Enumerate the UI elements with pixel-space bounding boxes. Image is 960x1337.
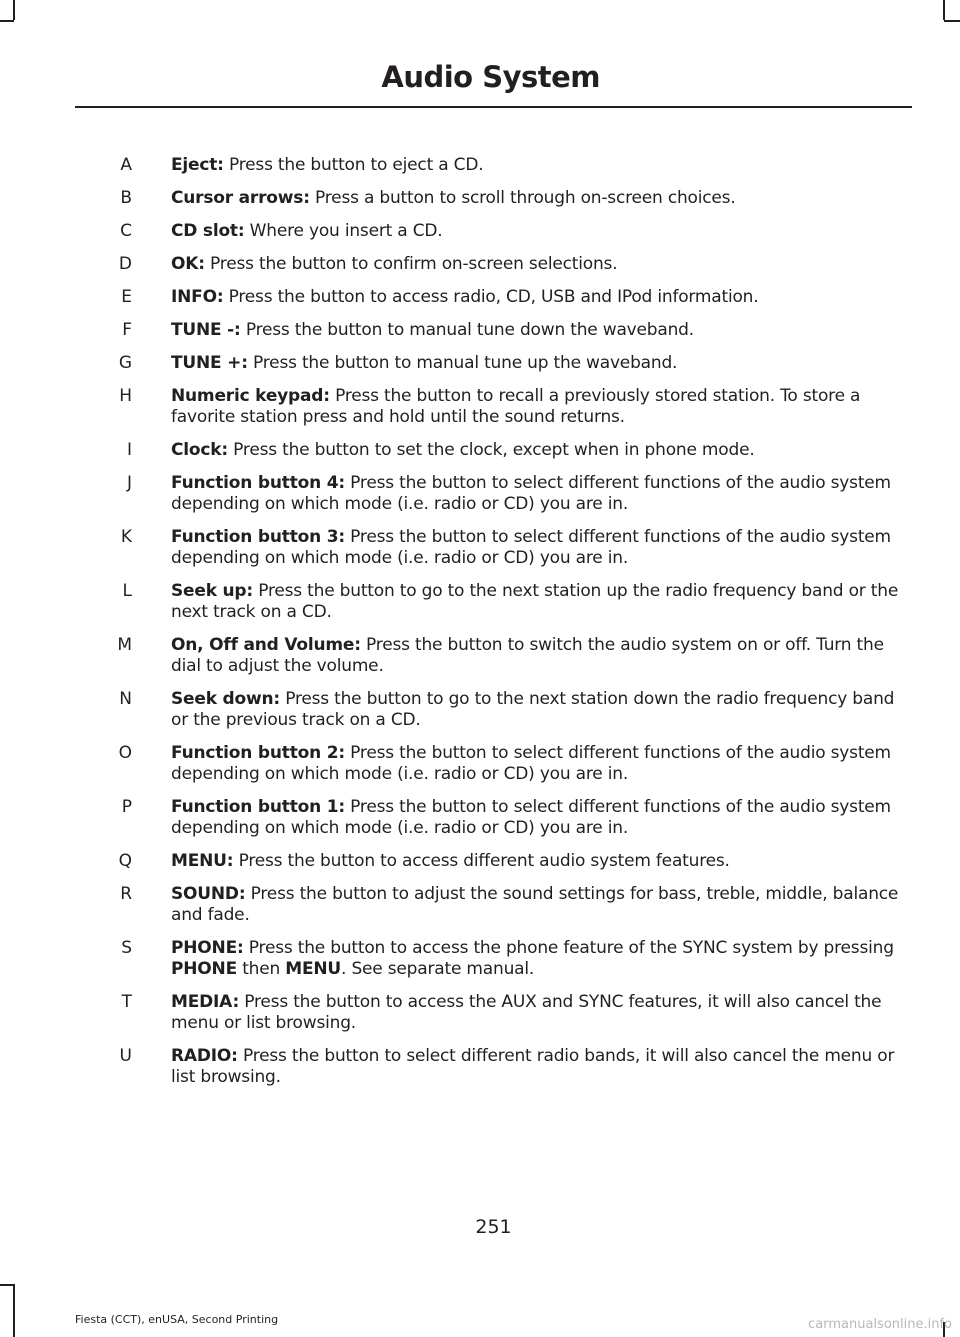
legend-item-description — [171, 221, 903, 242]
legend-item-text: Press the button to select different functions of the audio system depending on which mode (i.e. radio or CD) you are in. — [171, 527, 891, 568]
legend-item-term: Function button 3: — [171, 527, 345, 547]
legend-item-term: Function button 4: — [171, 473, 345, 493]
legend-item-text: Press the button to go to the next station up the radio frequency band or the next track on a CD. — [171, 581, 899, 622]
legend-item-letter: T — [121, 992, 132, 1012]
legend-item-text: Press the button to adjust the sound settings for bass, treble, middle, balance and fade. — [171, 884, 899, 925]
legend-item-emphasis: PHONE — [171, 959, 237, 979]
legend-item-letter: B — [120, 188, 132, 208]
legend-item — [0, 992, 960, 1034]
legend-item-text: Press the button to go to the next station down the radio frequency band or the previous track on a CD. — [171, 689, 895, 730]
legend-item-letter: P — [121, 797, 132, 817]
legend-item-description — [171, 527, 903, 569]
legend-item — [0, 188, 960, 209]
legend-item-description — [171, 635, 903, 677]
legend-item-description — [171, 473, 903, 515]
legend-item-text: Press the button to access the AUX and SYNC features, it will also cancel the menu or list browsing. — [171, 992, 882, 1033]
crop-mark-top-right-h — [944, 20, 960, 22]
legend-item-description — [171, 743, 903, 785]
legend-item — [0, 254, 960, 275]
legend-item-text: Press the button to set the clock, except when in phone mode. — [227, 440, 755, 460]
legend-item-term: Eject: — [171, 155, 224, 175]
legend-item-term: Clock: — [171, 440, 228, 460]
legend-item-letter: J — [126, 473, 132, 493]
legend-item-letter: R — [120, 884, 132, 904]
legend-item-term: Function button 2: — [171, 743, 345, 763]
legend-item-letter: I — [126, 440, 132, 460]
legend-item-letter: F — [122, 320, 132, 340]
legend-item-term: Cursor arrows: — [171, 188, 310, 208]
legend-item-letter: L — [122, 581, 132, 601]
legend-item-letter: O — [118, 743, 132, 763]
legend-item-letter: G — [118, 353, 132, 373]
legend-item — [0, 884, 960, 926]
legend-item-description — [171, 581, 903, 623]
legend-item-term: SOUND: — [171, 884, 246, 904]
legend-item-term: MENU: — [171, 851, 234, 871]
legend-item-description — [171, 689, 903, 731]
page-title: Audio System — [381, 60, 600, 94]
legend-item-term: PHONE: — [171, 938, 244, 958]
legend-item-text: Press the button to confirm on-screen selections. — [204, 254, 618, 274]
legend-item-description — [171, 440, 903, 461]
legend-item-description — [171, 188, 903, 209]
legend-item-letter: C — [120, 221, 132, 241]
legend-item-description — [171, 797, 903, 839]
legend-item-text: Press the button to access radio, CD, USB and IPod information. — [223, 287, 759, 307]
legend-item — [0, 353, 960, 374]
legend-item-letter: S — [121, 938, 132, 958]
legend-item-term: On, Off and Volume: — [171, 635, 361, 655]
legend-item — [0, 473, 960, 515]
legend-item-text: Where you insert a CD. — [244, 221, 443, 241]
legend-item — [0, 1046, 960, 1088]
legend-item-term: CD slot: — [171, 221, 245, 241]
legend-item-text: Press the button to manual tune up the waveband. — [247, 353, 678, 373]
legend-item-term: Seek up: — [171, 581, 253, 601]
legend-item — [0, 689, 960, 731]
legend-item-description — [171, 155, 903, 176]
legend-item-description — [171, 1046, 903, 1088]
watermark: carmanualsonline.info — [808, 1317, 952, 1332]
legend-item — [0, 221, 960, 242]
legend-item — [0, 743, 960, 785]
legend-item-description — [171, 254, 903, 275]
legend-item-letter: U — [119, 1046, 132, 1066]
legend-item — [0, 581, 960, 623]
legend-item-description — [171, 992, 903, 1034]
header-divider — [75, 106, 912, 108]
legend-list — [0, 155, 960, 1100]
legend-item — [0, 635, 960, 677]
legend-item-text: Press the button to access different audio system features. — [233, 851, 730, 871]
legend-item-text: . See separate manual. — [341, 959, 535, 979]
legend-item-letter: D — [118, 254, 132, 274]
legend-item-letter: M — [117, 635, 132, 655]
legend-item-letter: E — [121, 287, 132, 307]
legend-item-term: TUNE -: — [171, 320, 241, 340]
legend-item-text: then — [236, 959, 286, 979]
legend-item — [0, 527, 960, 569]
legend-item-text: Press the button to select different functions of the audio system depending on which mode (i.e. radio or CD) you are in. — [171, 797, 891, 838]
legend-item-term: Numeric keypad: — [171, 386, 330, 406]
crop-mark-top-right-v — [943, 0, 945, 20]
legend-item-description — [171, 320, 903, 341]
crop-mark-bottom-left-v — [13, 1284, 15, 1337]
legend-item-term: INFO: — [171, 287, 224, 307]
legend-item-term: Function button 1: — [171, 797, 345, 817]
legend-item-text: Press the button to select different functions of the audio system depending on which mode (i.e. radio or CD) you are in. — [171, 473, 891, 514]
legend-item — [0, 320, 960, 341]
legend-item-text: Press the button to select different radio bands, it will also cancel the menu or list browsing. — [171, 1046, 895, 1087]
edition-footer: Fiesta (CCT), enUSA, Second Printing — [75, 1313, 279, 1326]
legend-item-letter: Q — [118, 851, 132, 871]
legend-item-term: MEDIA: — [171, 992, 240, 1012]
legend-item-text: Press the button to select different functions of the audio system depending on which mode (i.e. radio or CD) you are in. — [171, 743, 891, 784]
legend-item-text: Press the button to access the phone feature of the SYNC system by pressing — [243, 938, 894, 958]
legend-item-description — [171, 287, 903, 308]
legend-item-text: Press a button to scroll through on-screen choices. — [309, 188, 736, 208]
crop-mark-top-left-v — [13, 0, 15, 20]
page-number: 251 — [475, 1216, 512, 1238]
legend-item-letter: K — [120, 527, 132, 547]
legend-item — [0, 155, 960, 176]
legend-item-description — [171, 938, 903, 980]
legend-item-text: Press the button to switch the audio system on or off. Turn the dial to adjust the volume. — [171, 635, 884, 676]
crop-mark-bottom-left-h — [0, 1284, 14, 1286]
legend-item — [0, 440, 960, 461]
legend-item-text: Press the button to eject a CD. — [223, 155, 484, 175]
legend-item-term: Seek down: — [171, 689, 280, 709]
legend-item — [0, 386, 960, 428]
legend-item-description — [171, 851, 903, 872]
legend-item — [0, 287, 960, 308]
legend-item — [0, 938, 960, 980]
legend-item-term: OK: — [171, 254, 205, 274]
legend-item-letter: H — [119, 386, 132, 406]
legend-item-description — [171, 353, 903, 374]
legend-item-term: TUNE +: — [171, 353, 248, 373]
legend-item-text: Press the button to recall a previously stored station. To store a favorite station press and hold until the sound returns. — [171, 386, 861, 427]
legend-item-emphasis: MENU — [285, 959, 342, 979]
legend-item-description — [171, 386, 903, 428]
legend-item — [0, 797, 960, 839]
legend-item — [0, 851, 960, 872]
legend-item-letter: A — [120, 155, 132, 175]
legend-item-term: RADIO: — [171, 1046, 238, 1066]
legend-item-letter: N — [119, 689, 132, 709]
crop-mark-top-left-h — [0, 20, 14, 22]
legend-item-text: Press the button to manual tune down the waveband. — [240, 320, 694, 340]
legend-item-description — [171, 884, 903, 926]
